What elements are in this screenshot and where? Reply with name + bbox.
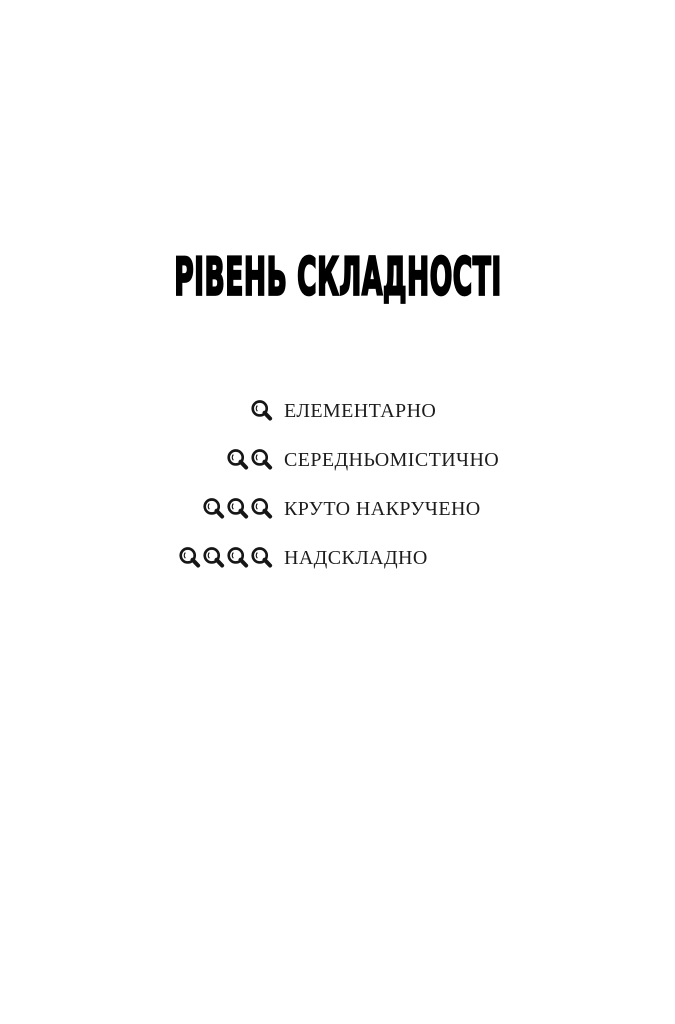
difficulty-row-extreme (0, 546, 675, 571)
difficulty-list (0, 399, 675, 595)
magnifier-icon-group (0, 448, 273, 473)
magnifier-icon (202, 497, 225, 522)
difficulty-label: ЕЛЕМЕНТАРНО (284, 400, 437, 422)
difficulty-row-hard (0, 497, 675, 522)
magnifier-icon (226, 497, 249, 522)
difficulty-row-medium (0, 448, 675, 473)
magnifier-icon (178, 546, 201, 571)
difficulty-label: СЕРЕДНЬОМІСТИЧНО (284, 449, 500, 471)
magnifier-icon (250, 448, 273, 473)
page-title-text: РІВЕНЬ СКЛАДНОСТІ (173, 247, 502, 308)
magnifier-icon (226, 448, 249, 473)
magnifier-icon (226, 546, 249, 571)
difficulty-label: НАДСКЛАДНО (284, 547, 428, 569)
difficulty-row-elementary (0, 399, 675, 424)
difficulty-label: КРУТО НАКРУЧЕНО (284, 498, 481, 520)
page-title (0, 247, 675, 308)
magnifier-icon (250, 546, 273, 571)
magnifier-icon-group (0, 399, 273, 424)
magnifier-icon (202, 546, 225, 571)
magnifier-icon-group (0, 546, 273, 571)
magnifier-icon (250, 399, 273, 424)
magnifier-icon (250, 497, 273, 522)
magnifier-icon-group (0, 497, 273, 522)
